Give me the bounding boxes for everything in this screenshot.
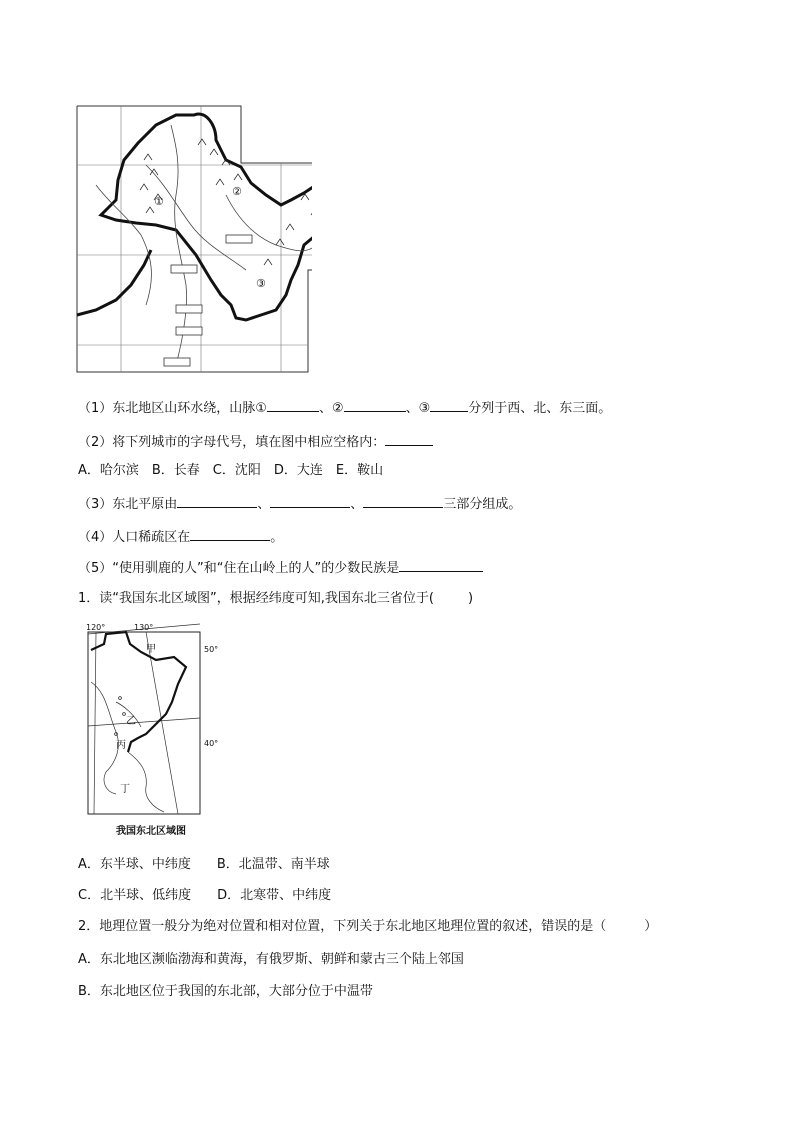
rivers bbox=[96, 125, 312, 365]
q3-sep-1: 、 bbox=[257, 497, 271, 512]
mountain-label-2: ② bbox=[232, 185, 242, 198]
q3-blank-1[interactable] bbox=[177, 494, 257, 508]
map2-lat-40: 40° bbox=[204, 739, 219, 748]
q5-blank[interactable] bbox=[399, 558, 483, 572]
question2-option-a: A．东北地区濒临渤海和黄海，有俄罗斯、朝鲜和蒙古三个陆上邻国 bbox=[78, 952, 464, 967]
q1-prefix: （1）东北地区山环水绕，山脉① bbox=[78, 401, 267, 416]
q4-suffix: 。 bbox=[270, 530, 284, 545]
northeast-relief-map-svg bbox=[76, 105, 312, 377]
border-line bbox=[101, 114, 312, 320]
northeast-region-map bbox=[86, 622, 226, 824]
map2-lat-50: 50° bbox=[204, 645, 219, 654]
q3-suffix: 三部分组成。 bbox=[443, 497, 522, 512]
question2-stem bbox=[78, 918, 657, 936]
q3-line bbox=[78, 494, 521, 514]
map2-caption: 我国东北区域图 bbox=[116, 826, 186, 837]
border-line-sw bbox=[77, 250, 151, 315]
q4-blank[interactable] bbox=[190, 527, 270, 541]
q2-text: （2）将下列城市的字母代号，填在图中相应空格内： bbox=[78, 435, 386, 450]
map2-lon-130: 130° bbox=[134, 623, 154, 632]
q3-prefix: （3）东北平原由 bbox=[78, 497, 178, 512]
map2-label-yi: 乙 bbox=[126, 716, 136, 727]
question1-stem bbox=[78, 590, 473, 608]
map2-frame bbox=[88, 632, 200, 814]
question2-option-b: B．东北地区位于我国的东北部，大部分位于中温带 bbox=[78, 984, 373, 999]
q5-line bbox=[78, 558, 483, 578]
city-label-boxes bbox=[164, 235, 252, 366]
question1-stem-text: 1．读“我国东北区域图”，根据经纬度可知,我国东北三省位于( bbox=[78, 591, 434, 606]
q1-suffix: 分列于西、北、东三面。 bbox=[468, 401, 612, 416]
q3-blank-2[interactable] bbox=[270, 494, 350, 508]
q2-line bbox=[78, 432, 433, 452]
q3-sep-2: 、 bbox=[350, 497, 364, 512]
q4-prefix: （4）人口稀疏区在 bbox=[78, 530, 191, 545]
question1-options-row1: A．东半球、中纬度 B．北温带、南半球 bbox=[78, 857, 330, 872]
question1-options-row2: C．北半球、低纬度 D．北寒带、中纬度 bbox=[78, 888, 332, 903]
mountain-label-3: ③ bbox=[256, 277, 266, 290]
question2-stem-end: ） bbox=[644, 919, 658, 934]
map2-lon-120: 120° bbox=[86, 623, 106, 632]
q2-options: A．哈尔滨 B．长春 C．沈阳 D．大连 E．鞍山 bbox=[78, 463, 384, 478]
q1-blank-3[interactable] bbox=[430, 398, 468, 412]
q1-sep2: 、③ bbox=[405, 401, 431, 416]
q4-line bbox=[78, 527, 283, 547]
q2-blank[interactable] bbox=[385, 432, 433, 446]
northeast-region-map-svg bbox=[86, 622, 226, 820]
map2-border bbox=[91, 632, 186, 752]
question2-stem-text: 2．地理位置一般分为绝对位置和相对位置，下列关于东北地区地理位置的叙述，错误的是（ bbox=[78, 919, 607, 934]
map2-label-jia: 甲 bbox=[146, 644, 156, 655]
q3-blank-3[interactable] bbox=[363, 494, 443, 508]
q1-blank-2[interactable] bbox=[344, 398, 406, 412]
map2-label-bing: 丙 bbox=[116, 740, 126, 751]
q1-blank-1[interactable] bbox=[267, 398, 319, 412]
q1-sep1: 、② bbox=[318, 401, 344, 416]
map2-label-ding: 丁 bbox=[120, 784, 130, 795]
q1-line bbox=[78, 398, 611, 418]
q5-text: （5）“使用驯鹿的人”和“住在山岭上的人”的少数民族是 bbox=[78, 561, 400, 576]
question1-stem-end: ) bbox=[467, 591, 474, 606]
mountain-label-1: ① bbox=[154, 195, 164, 208]
northeast-relief-map bbox=[76, 105, 312, 381]
